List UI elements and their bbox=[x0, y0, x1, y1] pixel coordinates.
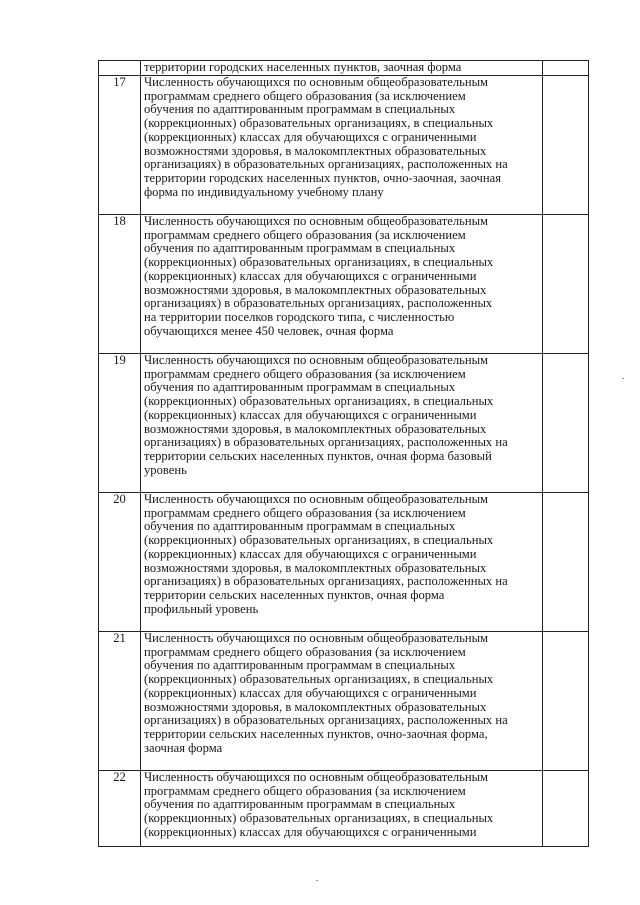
scan-speck bbox=[622, 378, 624, 379]
row-number: 17 bbox=[99, 76, 141, 215]
row-value-cell bbox=[543, 493, 589, 632]
row-value-cell bbox=[543, 215, 589, 354]
row-number: 18 bbox=[99, 215, 141, 354]
row-number: 22 bbox=[99, 771, 141, 847]
row-number bbox=[99, 61, 141, 76]
row-description: Численность обучающихся по основным общеобразовательным программам среднего общего образования (за исключением обучения по адаптированным программам в специальных (коррекционных) образовательных организациях, в специальных (коррекционных) классах для обучающихся с ограниченными возможностями здоровья, в малокомплектных образовательных организациях) в образовательных организациях, расположенных на территории сельских населенных пунктов, очно-заочная форма, заочная форма bbox=[141, 632, 543, 771]
row-number: 20 bbox=[99, 493, 141, 632]
indicator-table bbox=[98, 60, 589, 847]
table-row bbox=[99, 493, 589, 632]
scan-speck bbox=[316, 880, 318, 881]
row-number: 19 bbox=[99, 354, 141, 493]
row-value-cell bbox=[543, 61, 589, 76]
row-description: Численность обучающихся по основным общеобразовательным программам среднего общего образования (за исключением обучения по адаптированным программам в специальных (коррекционных) образовательных организациях, в специальных (коррекционных) классах для обучающихся с ограниченными возможностями здоровья, в малокомплектных образовательных организациях) в образовательных организациях, расположенных на территории городских населенных пунктов, очно-заочная, заочная форма по индивидуальному учебному плану bbox=[141, 76, 543, 215]
row-description: Численность обучающихся по основным общеобразовательным программам среднего общего образования (за исключением обучения по адаптированным программам в специальных (коррекционных) образовательных организациях, в специальных (коррекционных) классах для обучающихся с ограниченными bbox=[141, 771, 543, 847]
row-description: Численность обучающихся по основным общеобразовательным программам среднего общего образования (за исключением обучения по адаптированным программам в специальных (коррекционных) образовательных организациях, в специальных (коррекционных) классах для обучающихся с ограниченными возможностями здоровья, в малокомплектных образовательных организациях) в образовательных организациях, расположенных на территории сельских населенных пунктов, очная форма базовый уровень bbox=[141, 354, 543, 493]
row-number: 21 bbox=[99, 632, 141, 771]
table-row bbox=[99, 632, 589, 771]
table-row bbox=[99, 354, 589, 493]
table-row bbox=[99, 61, 589, 76]
row-value-cell bbox=[543, 632, 589, 771]
row-description: Численность обучающихся по основным общеобразовательным программам среднего общего образования (за исключением обучения по адаптированным программам в специальных (коррекционных) образовательных организациях, в специальных (коррекционных) классах для обучающихся с ограниченными возможностями здоровья, в малокомплектных образовательных организациях) в образовательных организациях, расположенных на территории сельских населенных пунктов, очная форма профильный уровень bbox=[141, 493, 543, 632]
row-value-cell bbox=[543, 771, 589, 847]
row-value-cell bbox=[543, 76, 589, 215]
table-row bbox=[99, 771, 589, 847]
row-description: территории городских населенных пунктов, заочная форма bbox=[141, 61, 543, 76]
table-row bbox=[99, 76, 589, 215]
row-description: Численность обучающихся по основным общеобразовательным программам среднего общего образования (за исключением обучения по адаптированным программам в специальных (коррекционных) образовательных организациях, в специальных (коррекционных) классах для обучающихся с ограниченными возможностями здоровья, в малокомплектных образовательных организациях) в образовательных организациях, расположенных на территории поселков городского типа, с численностью обучающихся менее 450 человек, очная форма bbox=[141, 215, 543, 354]
table-row bbox=[99, 215, 589, 354]
row-value-cell bbox=[543, 354, 589, 493]
